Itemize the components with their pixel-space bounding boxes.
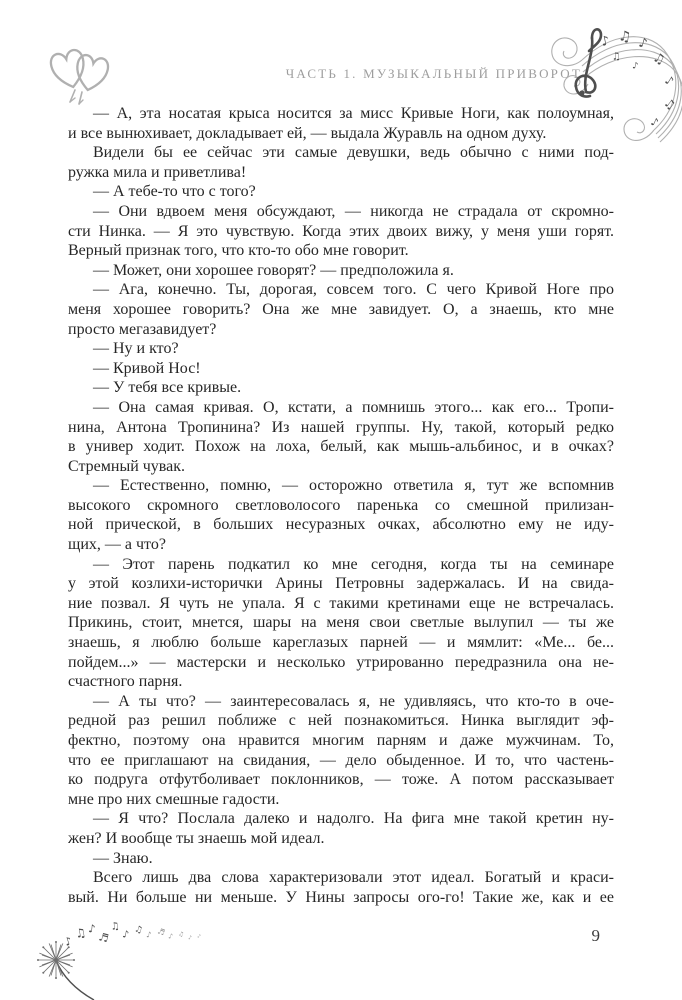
svg-text:♫: ♫ bbox=[133, 924, 144, 937]
page-number: 9 bbox=[591, 926, 600, 945]
svg-text:♫: ♫ bbox=[611, 51, 622, 63]
text-line: — Они вдвоем меня обсуждают, — никогда не страдала от скромно- bbox=[93, 202, 614, 220]
svg-text:♫: ♫ bbox=[617, 28, 633, 46]
svg-text:♪: ♪ bbox=[87, 922, 97, 936]
text-line: — Естественно, помню, — осторожно ответила я, тут же вспомнив bbox=[93, 477, 614, 495]
text-line: пойдем...» — мастерски и несколько утрированно передразнила она не- bbox=[68, 653, 614, 671]
text-line: — А, эта носатая крыса носится за мисс Кривые Ноги, как полоумная, bbox=[93, 105, 614, 122]
paragraph bbox=[68, 809, 614, 848]
page-text bbox=[68, 104, 614, 907]
svg-text:♪: ♪ bbox=[648, 114, 661, 130]
svg-text:♫: ♫ bbox=[177, 930, 185, 939]
paragraph bbox=[68, 476, 614, 554]
paragraph bbox=[68, 849, 614, 869]
text-line: ной прической, в больших несуразных очках, абсолютно ему не иду- bbox=[68, 516, 614, 534]
paragraph bbox=[68, 555, 614, 692]
svg-text:♫: ♫ bbox=[661, 95, 679, 113]
text-line: Верный признак того, что кто-то обо мне говорит. bbox=[68, 242, 409, 260]
text-line: ние позвал. Я чуть не упала. Я с такими кретинами еще не встречалась. bbox=[68, 594, 614, 612]
text-line: вый. Ни больше ни меньше. У Нины запросы ого-го! Такие же, как и ее bbox=[68, 888, 614, 906]
text-line: — Кривой Нос! bbox=[93, 359, 201, 377]
svg-text:♪: ♪ bbox=[599, 33, 611, 50]
svg-text:♬: ♬ bbox=[156, 926, 167, 938]
text-line: Прикинь, стоит, мнется, шары на меня свои светлые вылупил — ты же bbox=[68, 614, 614, 632]
svg-text:♫: ♫ bbox=[109, 920, 121, 933]
two-hearts-icon bbox=[42, 36, 120, 108]
paragraph bbox=[68, 143, 614, 182]
dandelion-notes-icon bbox=[18, 920, 223, 1000]
text-line: Видели бы ее сейчас эти самые девушки, ведь обычно с ними под- bbox=[93, 144, 614, 162]
text-line: сти Нинка. — Я это чувствую. Когда этих двоих вижу, у меня уши горят. bbox=[68, 222, 614, 240]
paragraph bbox=[68, 398, 614, 476]
svg-text:♪: ♪ bbox=[145, 930, 153, 940]
svg-text:♪: ♪ bbox=[631, 61, 639, 72]
text-line: фектно, поэтому она нравится многим парням и даже мужчинам. То, bbox=[68, 732, 614, 749]
paragraph bbox=[68, 339, 614, 359]
text-line: у этой козлихи-исторички Арины Петровны задержалась. И на свида- bbox=[68, 575, 614, 593]
text-line: Стремный чувак. bbox=[68, 457, 186, 475]
paragraph bbox=[68, 202, 614, 261]
svg-text:♪: ♪ bbox=[167, 932, 174, 941]
paragraph bbox=[68, 378, 614, 398]
text-line: нина, Антона Тропинина? Из нашей группы. Ну, такой, который редко bbox=[68, 418, 614, 436]
paragraph bbox=[68, 182, 614, 202]
text-line: меня хорошее говорить? Она же мне завидует. О, а знаешь, кто мне bbox=[68, 300, 614, 318]
svg-text:♪: ♪ bbox=[187, 935, 193, 942]
text-line: редной раз решил поближе с ней познакомиться. Нинка выглядит эф- bbox=[68, 712, 614, 730]
text-line: что ее приглашают на свидания, — дело обыденное. И то, что частень- bbox=[68, 751, 614, 769]
paragraph bbox=[68, 868, 614, 907]
svg-text:♪: ♪ bbox=[636, 35, 649, 53]
text-line: жен? И вообще ты знаешь мой идеал. bbox=[68, 829, 325, 847]
text-line: — Может, они хорошее говорят? — предположила я. bbox=[93, 261, 454, 279]
text-line: — А тебе-то что с того? bbox=[93, 183, 256, 201]
svg-text:♬: ♬ bbox=[97, 930, 111, 946]
text-line: просто мегазавидует? bbox=[68, 320, 217, 338]
text-line: — Ну и кто? bbox=[93, 340, 179, 358]
text-line: счастного парня. bbox=[68, 673, 183, 691]
text-line: — Я что? Послала далеко и надолго. На фига мне такой кретин ну- bbox=[93, 810, 614, 828]
text-line: высокого скромного светловолосого паренька со смешной прилизан- bbox=[68, 496, 614, 514]
text-line: щих, — а что? bbox=[68, 536, 166, 554]
running-header: ЧАСТЬ 1. МУЗЫКАЛЬНЫЙ ПРИВОРОТ bbox=[285, 66, 582, 81]
text-line: и все вынюхивает, докладывает ей, — выдала Журавль на одном духу. bbox=[68, 124, 547, 142]
paragraph bbox=[68, 280, 614, 339]
text-line: в универ ходит. Похож на лоха, белый, как мышь-альбинос, и в очках? bbox=[68, 438, 614, 456]
svg-text:♫: ♫ bbox=[74, 925, 88, 941]
svg-text:♪: ♪ bbox=[662, 72, 677, 89]
svg-text:♪: ♪ bbox=[62, 934, 74, 949]
text-line: — А ты что? — заинтересовалась я, не удивляясь, что кто-то в оче- bbox=[93, 692, 614, 710]
paragraph bbox=[68, 261, 614, 281]
text-line: ко подруга отфутболивает поклонников, — тоже. А потом рассказывает bbox=[68, 771, 614, 789]
text-line: — Она самая кривая. О, кстати, а помнишь этого... как его... Тропи- bbox=[93, 398, 614, 416]
text-line: Всего лишь два слова характеризовали этот идеал. Богатый и краси- bbox=[93, 869, 614, 887]
svg-text:♫: ♫ bbox=[650, 49, 668, 69]
text-line: знаешь, я люблю больше кареглазых парней — и мямлит: «Ме... бе... bbox=[68, 634, 614, 652]
svg-text:♪: ♪ bbox=[121, 929, 130, 942]
paragraph bbox=[68, 692, 614, 810]
text-line: — Знаю. bbox=[93, 849, 153, 867]
text-line: — Ага, конечно. Ты, дорогая, совсем того. С чего Кривой Ноге про bbox=[93, 281, 614, 299]
text-line: мне про них смешные гадости. bbox=[68, 790, 280, 808]
text-line: — У тебя все кривые. bbox=[93, 379, 242, 397]
paragraph bbox=[68, 104, 614, 143]
text-line: — Этот парень подкатил ко мне сегодня, когда ты на семинаре bbox=[93, 555, 614, 573]
svg-text:♪: ♪ bbox=[196, 933, 202, 941]
paragraph bbox=[68, 359, 614, 379]
text-line: ружка мила и приветлива! bbox=[68, 163, 247, 181]
